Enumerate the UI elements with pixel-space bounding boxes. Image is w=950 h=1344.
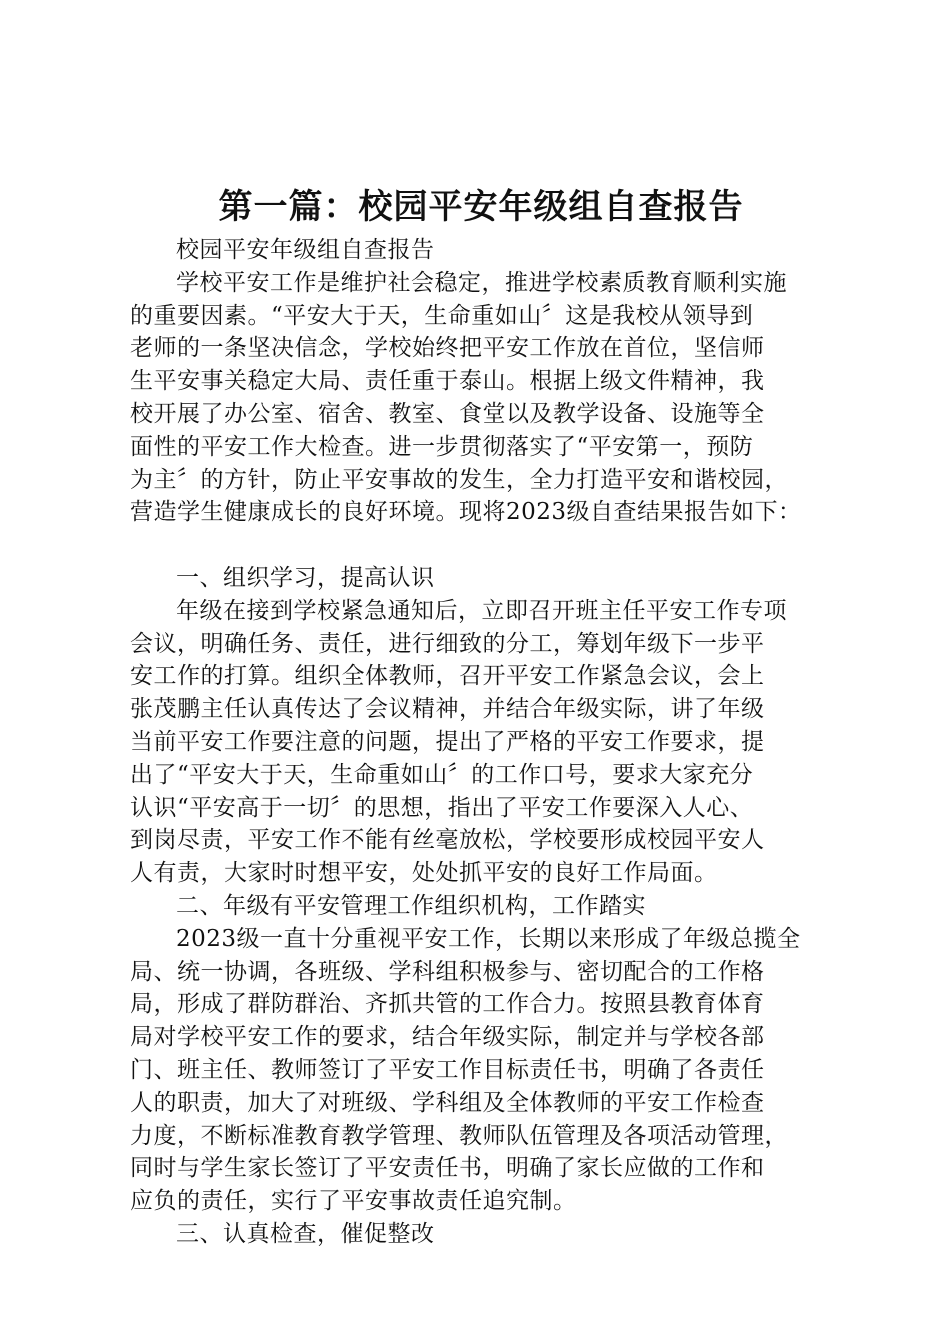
paragraph-line: 到岗尽责，平安工作不能有丝毫放松，学校要形成校园平安人 [130, 827, 765, 854]
paragraph-line: 人的职责，加大了对班级、学科组及全体教师的平安工作检查 [130, 1089, 765, 1116]
document-title: 第一篇：校园平安年级组自查报告 [218, 187, 744, 227]
paragraph-line: 面性的平安工作大检查。进一步贯彻落实了“平安第一，预防 [130, 433, 754, 460]
paragraph-line: 2023级一直十分重视平安工作，长期以来形成了年级总揽全 [176, 925, 801, 952]
subtitle-line: 校园平安年级组自查报告 [176, 237, 435, 263]
paragraph-line: 人有责，大家时时想平安，处处抓平安的良好工作局面。 [130, 860, 718, 887]
paragraph-line: 生平安事关稳定大局、责任重于泰山。根据上级文件精神，我 [130, 368, 765, 395]
paragraph-line: 校开展了办公室、宿舍、教室、食堂以及教学设备、设施等全 [130, 400, 765, 427]
paragraph-line: 应负的责任，实行了平安事故责任追究制。 [130, 1188, 577, 1215]
paragraph-line: 会议，明确任务、责任，进行细致的分工，筹划年级下一步平 [130, 630, 765, 657]
section-heading: 三、认真检查，催促整改 [176, 1220, 435, 1247]
paragraph-line: 局，形成了群防群治、齐抓共管的工作合力。按照县教育体育 [130, 991, 765, 1018]
section-heading: 一、组织学习，提高认识 [176, 564, 435, 591]
blank-line [130, 529, 832, 562]
paragraph-line: 为主〞的方针，防止平安事故的发生，全力打造平安和谐校园， [130, 466, 788, 493]
paragraph-line: 力度，不断标准教育教学管理、教师队伍管理及各项活动管理， [130, 1122, 788, 1149]
paragraph-line: 的重要因素。“平安大于天，生命重如山〞这是我校从领导到 [130, 302, 754, 329]
paragraph-line: 同时与学生家长签订了平安责任书，明确了家长应做的工作和 [130, 1155, 765, 1182]
paragraph-line: 门、班主任、教师签订了平安工作目标责任书，明确了各责任 [130, 1056, 765, 1083]
paragraph-line: 当前平安工作要注意的问题，提出了严格的平安工作要求，提 [130, 728, 765, 755]
paragraph-line: 安工作的打算。组织全体教师，召开平安工作紧急会议，会上 [130, 663, 765, 690]
paragraph-line: 认识“平安高于一切〞的思想，指出了平安工作要深入人心、 [130, 794, 754, 821]
paragraph-line: 局、统一协调，各班级、学科组积极参与、密切配合的工作格 [130, 958, 765, 985]
paragraph-line: 局对学校平安工作的要求，结合年级实际，制定并与学校各部 [130, 1024, 765, 1051]
section-heading: 二、年级有平安管理工作组织机构，工作踏实 [176, 892, 646, 919]
paragraph-line: 营造学生健康成长的良好环境。现将2023级自查结果报告如下： [130, 499, 802, 526]
paragraph-line: 出了“平安大于天，生命重如山〞的工作口号，要求大家充分 [130, 761, 754, 788]
paragraph-line: 年级在接到学校紧急通知后，立即召开班主任平安工作专项 [176, 597, 787, 624]
paragraph-line: 老师的一条坚决信念，学校始终把平安工作放在首位，坚信师 [130, 335, 765, 362]
document-page [130, 180, 832, 1251]
paragraph-line: 学校平安工作是维护社会稳定，推进学校素质教育顺利实施 [176, 269, 787, 296]
paragraph-line: 张茂鹏主任认真传达了会议精神，并结合年级实际，讲了年级 [130, 696, 765, 723]
